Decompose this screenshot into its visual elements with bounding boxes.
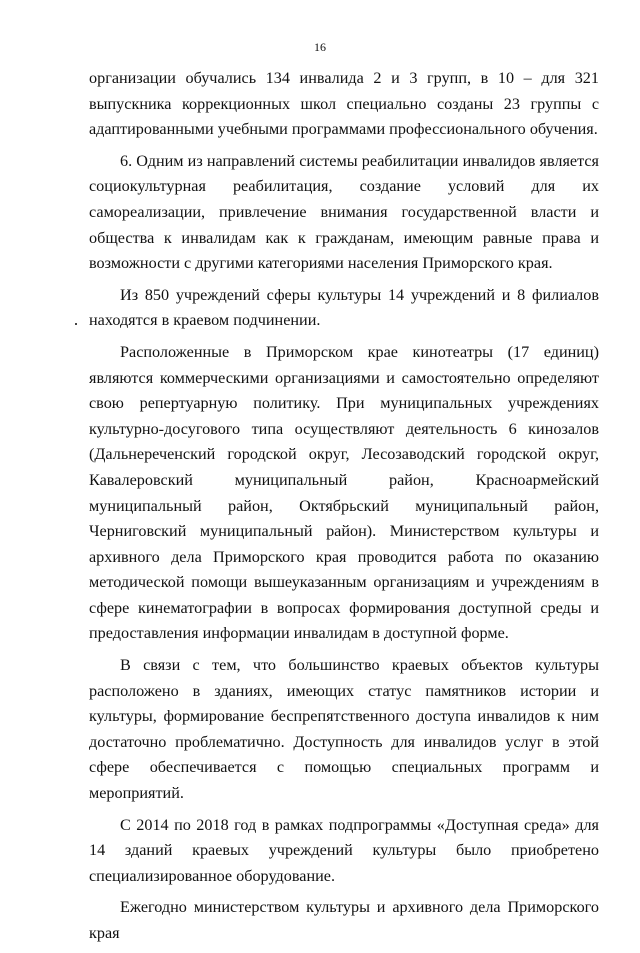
paragraph-1: организации обучались 134 инвалида 2 и 3 групп, в 10 – для 321 выпускника коррекционных школ специально созданы 23 группы с адаптированными учебными программами профессионального обучения. bbox=[89, 69, 599, 139]
document-body bbox=[89, 66, 599, 953]
paragraph-4: Расположенные в Приморском крае кинотеатры (17 единиц) являются коммерческими организациями и самостоятельно определяют свою репертуарную политику. При муниципальных учреждениях культурно-досугового типа осуществляют деятельность 6 кинозалов (Дальнереченский городской округ, Лесозаводский городской округ, Кавалеровский муниципальный район, Красноармейский муниципальный район, Октябрьский муниципальный район, Черниговский муниципальный район). Министерством культуры и архивного дела Приморского края проводится работа по оказанию методической помощи вышеуказанным организациям и учреждениям в сфере кинематографии в вопросах формирования доступной среды и предоставления информации инвалидам в доступной форме. bbox=[89, 342, 599, 643]
margin-mark bbox=[75, 323, 77, 325]
paragraph-6: С 2014 по 2018 год в рамках подпрограммы «Доступная среда» для 14 зданий краевых учреждений культуры было приобретено специализированное оборудование. bbox=[89, 815, 599, 885]
page-number: 16 bbox=[314, 40, 326, 54]
paragraph-2: 6. Одним из направлений системы реабилитации инвалидов является социокультурная реабилитация, создание условий для их самореализации, привлечение внимания государственной власти и общества к инвалидам как к гражданам, имеющим равные права и возможности с другими категориями населения Приморского края. bbox=[89, 151, 599, 273]
paragraph-5: В связи с тем, что большинство краевых объектов культуры расположено в зданиях, имеющих статус памятников истории и культуры, формирование беспрепятственного доступа инвалидов к ним достаточно проблематично. Доступность для инвалидов услуг в этой сфере обеспечивается с помощью специальных программ и мероприятий. bbox=[89, 656, 599, 803]
paragraph-3: Из 850 учреждений сферы культуры 14 учреждений и 8 филиалов находятся в краевом подчинении. bbox=[89, 285, 599, 330]
paragraph-7: Ежегодно министерством культуры и архивного дела Приморского края bbox=[89, 898, 599, 942]
